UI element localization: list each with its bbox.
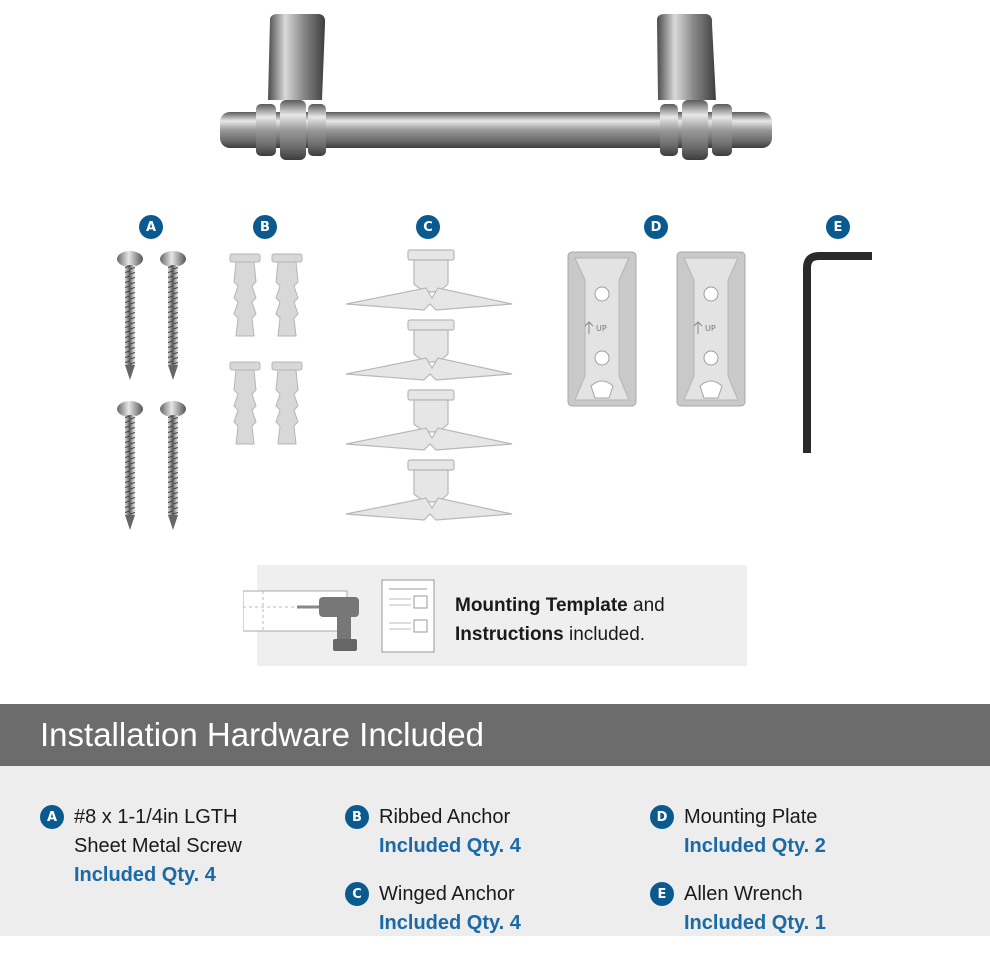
- ribbed-anchors-image: [226, 252, 311, 457]
- template-text-1: and: [627, 595, 665, 616]
- part-name-a: #8 x 1-1/4in LGTH: [74, 806, 238, 828]
- part-qty-d: Included Qty. 2: [684, 835, 826, 857]
- template-text-2: included.: [563, 624, 646, 645]
- badge-c: C: [416, 215, 440, 239]
- plate-up-label-2: UP: [705, 324, 716, 333]
- section-title-text: Installation Hardware Included: [40, 716, 484, 753]
- part-badge-a: A: [40, 805, 64, 829]
- part-badge-d: D: [650, 805, 674, 829]
- part-name-b: Ribbed Anchor: [379, 806, 511, 828]
- badge-d: D: [644, 215, 668, 239]
- part-badge-b: B: [345, 805, 369, 829]
- badge-a: A: [139, 215, 163, 239]
- mounting-plates-image: [565, 250, 755, 410]
- part-qty-e: Included Qty. 1: [684, 912, 826, 934]
- part-name-d: Mounting Plate: [684, 806, 818, 828]
- part-qty-a: Included Qty. 4: [74, 864, 216, 886]
- mounting-template-panel: [257, 565, 747, 666]
- towel-bar-image: [0, 0, 990, 180]
- badge-e: E: [826, 215, 850, 239]
- part-badge-c: C: [345, 882, 369, 906]
- badge-b: B: [253, 215, 277, 239]
- hardware-list-panel: [0, 766, 990, 936]
- part-name-c: Winged Anchor: [379, 883, 515, 905]
- allen-wrench-image: [795, 248, 880, 458]
- winged-anchors-image: [340, 248, 520, 528]
- template-caption: [455, 591, 665, 649]
- template-bold-2: Instructions: [455, 624, 564, 645]
- part-qty-c: Included Qty. 4: [379, 912, 521, 934]
- part-badge-e: E: [650, 882, 674, 906]
- part-name-a-line2: Sheet Metal Screw: [74, 835, 242, 857]
- part-name-e: Allen Wrench: [684, 883, 803, 905]
- sheet-metal-screws-image: [110, 245, 195, 530]
- plate-up-label-1: UP: [596, 324, 607, 333]
- part-qty-b: Included Qty. 4: [379, 835, 521, 857]
- template-drill-icon: [243, 579, 363, 654]
- template-bold-1: Mounting Template: [455, 595, 628, 616]
- instructions-document-icon: [381, 579, 435, 653]
- section-title: [0, 704, 990, 766]
